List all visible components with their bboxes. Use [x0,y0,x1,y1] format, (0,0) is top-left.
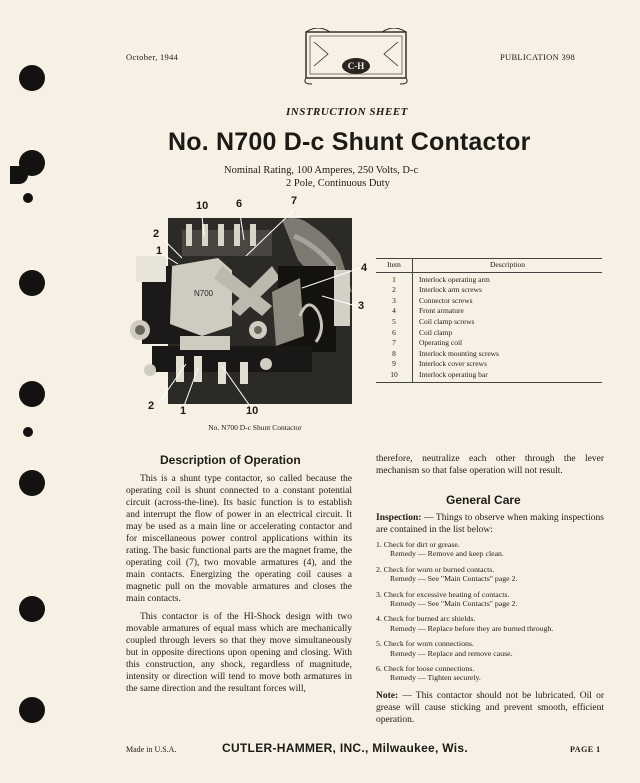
callout-6-top: 6 [236,198,243,210]
page-number: PAGE 1 [570,745,601,754]
company-logo [300,28,412,86]
publication-number: PUBLICATION 398 [500,52,576,62]
callout-2-bottom: 2 [148,400,155,412]
inspection-checklist [376,540,606,689]
inspection-label: Inspection: [376,513,422,523]
check-text: 3. Check for excessive heating of contacts. [376,589,510,599]
table-row [376,328,602,339]
rating-line: Nominal Rating, 100 Amperes, 250 Volts, D-c [224,165,419,176]
table-row [376,370,602,382]
remedy-text: Remedy — Replace and remove cause. [390,648,513,658]
punch-hole-small [23,193,33,203]
inspection-intro [376,512,604,536]
list-item [376,639,606,658]
punch-hole-3 [10,166,28,184]
figure-caption: No. N700 D-c Shunt Contactor [208,423,302,432]
table-cell-item: 3 [376,296,413,307]
description-column-left [126,473,352,701]
check-text: 6. Check for loose connections. [376,664,475,674]
logo-monogram: C-H [347,61,365,71]
list-item [376,614,606,633]
table-row [376,338,602,349]
callout-4-right: 4 [361,262,368,274]
table-cell-description: Front armature [419,306,464,316]
table-cell-description: Connector screws [419,295,473,305]
table-cell-description: Operating coil [419,338,463,348]
document-title: No. N700 D-c Shunt Contactor [168,128,531,156]
table-cell-item: 1 [376,272,413,285]
remedy-text: Remedy — Remove and keep clean. [390,549,504,559]
table-row [376,296,602,307]
table-cell-description: Coil clamp screws [419,316,475,326]
list-item [376,590,606,609]
punch-hole-4 [19,270,45,296]
punch-hole-small [23,427,33,437]
punch-hole-1 [19,65,45,91]
issue-date: October, 1944 [126,52,179,62]
table-cell-item: 10 [376,370,413,382]
table-cell-description: Interlock operating bar [413,370,603,382]
punch-hole-5 [19,381,45,407]
instruction-sheet-label: INSTRUCTION SHEET [286,106,408,118]
table-row [376,349,602,360]
general-care-heading: General Care [446,493,521,507]
table-cell-description: Coil clamp [419,327,453,337]
table-row [376,272,602,285]
list-item [376,565,606,584]
check-text: 1. Check for dirt or grease. [376,540,460,549]
table-cell-item: 5 [376,317,413,328]
check-text: 5. Check for worn connections. [376,639,474,649]
remedy-text: Remedy — See "Main Contacts" page 2. [390,574,518,584]
callout-2-left: 2 [153,228,160,240]
table-cell-item: 4 [376,306,413,317]
callout-1-left: 1 [156,245,163,257]
table-cell-description: Interlock arm screws [419,285,482,295]
punch-hole-7 [19,596,45,622]
table-row [376,306,602,317]
table-cell-description: Interlock operating arm [419,274,490,284]
duty-line: 2 Pole, Continuous Duty [286,178,390,189]
lubrication-note [376,690,604,726]
table-cell-item: 6 [376,328,413,339]
description-paragraph-1: This is a shunt type contactor, so called because the operating coil is shunt connected to a constant potential circuit (across-the-line). Its basic function is to establish and interrupt the flow of power in an electrical circuit. It may be used as a main line or accelerating contactor and for miscellaneous power control applications within its rating. The basic functional parts are the magnet frame, the operating coil (7), two movable armatures (4), and the main contacts. Energizing the operating coil causes a magnetic pull on the movable armatures and closes the main contacts. [126,474,352,604]
description-column-right [376,453,604,483]
table-cell-description: Interlock cover screws [419,359,487,369]
note-label: Note: [376,691,399,701]
check-text: 2. Check for worn or burned contacts. [376,564,495,574]
table-cell-item: 2 [376,285,413,296]
contactor-photo [122,196,376,416]
punch-hole-8 [19,697,45,723]
remedy-text: Remedy — See "Main Contacts" page 2. [390,599,518,609]
note-text: — This contactor should not be lubricated. Oil or grease will cause sticking and prevent smooth, efficient operation. [376,691,604,725]
column-header-description: Description [413,259,603,273]
parts-table [376,258,602,383]
table-row [376,359,602,370]
description-paragraph-2: This contactor is of the HI-Shock design with two movable armatures of equal mass which are mechanically coupled through levers so that they move simultaneously but in opposite directions upon opening and closing. With this construction, any shock, regardless of magnitude, intensity or direction will tend to move both armatures in the same direction and the resultant forces will, [126,612,352,694]
callout-10-top: 10 [196,200,209,212]
table-cell-item: 7 [376,338,413,349]
list-item [376,664,606,683]
table-row [376,285,602,296]
inspection-text: — Things to observe when making inspections are contained in the list below: [376,513,604,535]
parts-table-header [376,259,602,273]
description-paragraph-3: therefore, neutralize each other through the lever mechanism so that false operation will not result. [376,454,604,476]
callout-1-bottom: 1 [180,405,187,417]
remedy-text: Remedy — Replace before they are burned through. [390,623,554,633]
table-cell-item: 8 [376,349,413,360]
punch-hole-6 [19,470,45,496]
table-row [376,317,602,328]
callout-7-top: 7 [291,195,298,207]
description-heading: Description of Operation [160,453,301,467]
list-item [376,540,606,559]
column-header-item: Item [376,259,413,273]
table-cell-description: Interlock mounting screws [419,348,499,358]
company-name: CUTLER-HAMMER, INC., Milwaukee, Wis. [222,741,469,755]
made-in-label: Made in U.S.A. [126,745,177,754]
callout-10-bottom: 10 [246,405,259,417]
remedy-text: Remedy — Tighten securely. [390,673,481,683]
callout-3-right: 3 [358,300,365,312]
table-cell-item: 9 [376,359,413,370]
nameplate-label: N700 [194,289,214,298]
check-text: 4. Check for burned arc shields. [376,614,476,624]
